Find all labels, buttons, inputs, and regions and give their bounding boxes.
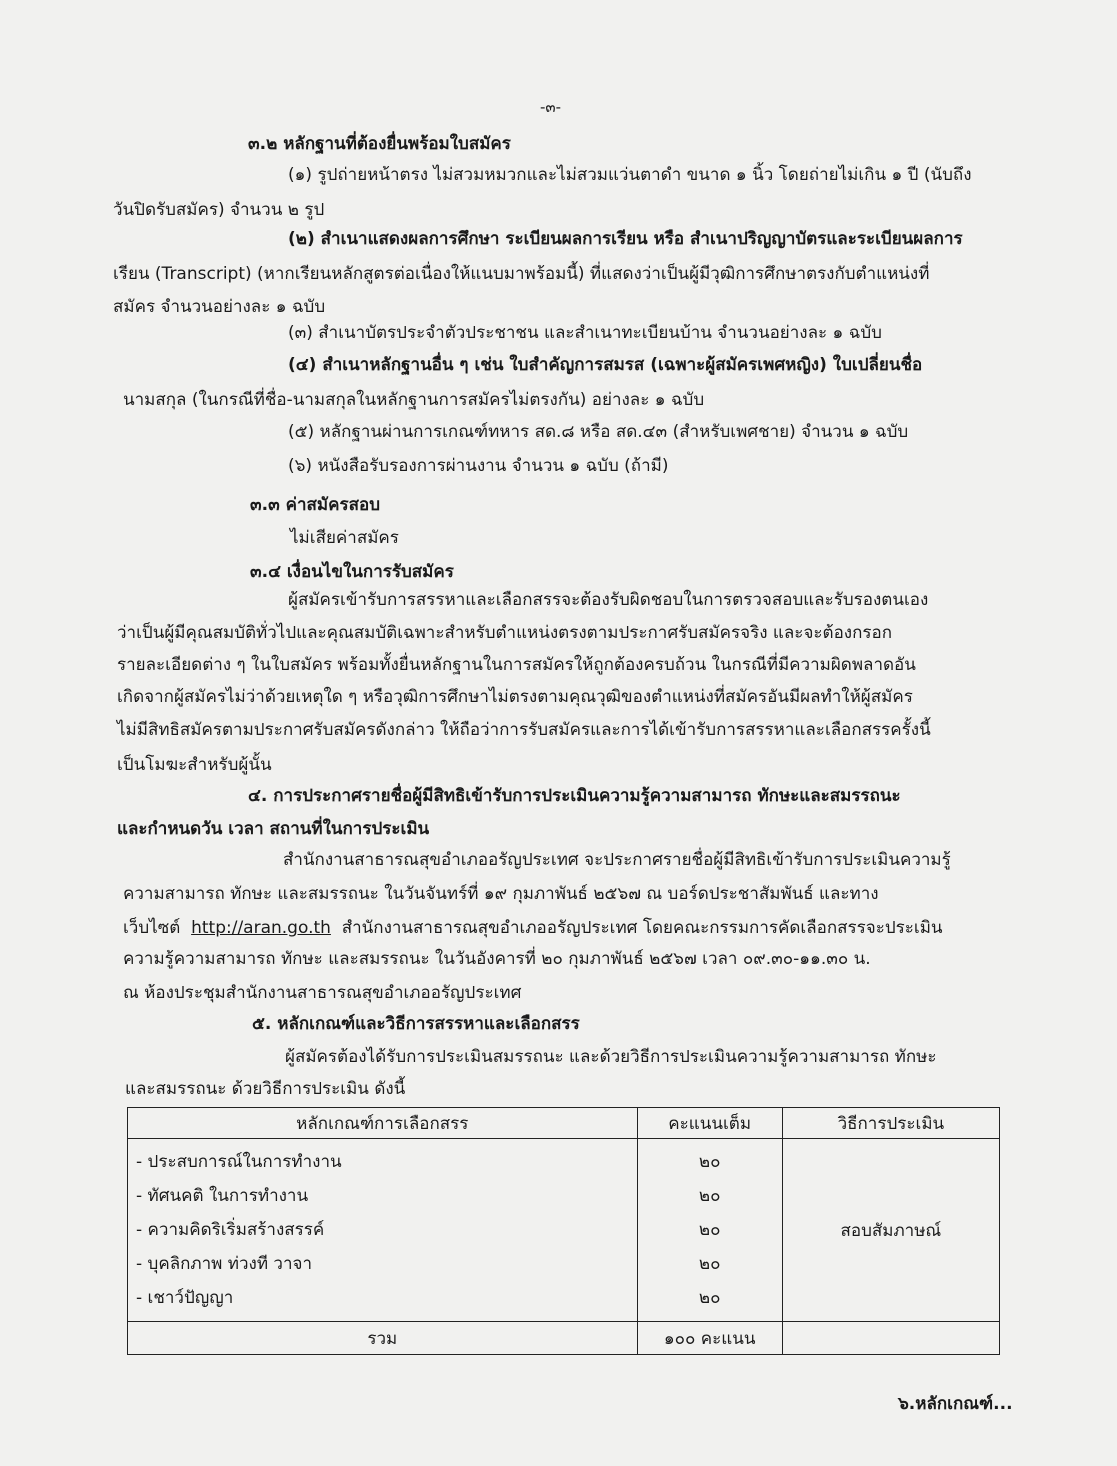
website-label: เว็บไซต์ bbox=[123, 918, 181, 938]
table-total-row bbox=[128, 1322, 1000, 1355]
s34-paragraph-line: ว่าเป็นผู้มีคุณสมบัติทั่วไปและคุณสมบัติเฉพาะสำหรับตำแหน่งตรงตามประกาศรับสมัครจริง และจะต้องกรอก bbox=[117, 623, 893, 643]
criteria-item: - ความคิดริเริ่มสร้างสรรค์ bbox=[136, 1220, 325, 1240]
s32-item3: (๓) สำเนาบัตรประจำตัวประชาชน และสำเนาทะเบียนบ้าน จำนวนอย่างละ ๑ ฉบับ bbox=[288, 323, 882, 343]
s33-text: ไม่เสียค่าสมัคร bbox=[290, 528, 399, 548]
s34-paragraph-line: รายละเอียดต่าง ๆ ในใบสมัคร พร้อมทั้งยื่นหลักฐานในการสมัครให้ถูกต้องครบถ้วน ในกรณีที่มีความผิดพลาดอัน bbox=[117, 655, 916, 675]
s4-paragraph-line: ความรู้ความสามารถ ทักษะ และสมรรถนะ ในวันอังคารที่ ๒๐ กุมภาพันธ์ ๒๕๖๗ เวลา ๐๙.๓๐-๑๑.๓๐ น. bbox=[123, 949, 871, 969]
s32-item4-line1: (๔) สำเนาหลักฐานอื่น ๆ เช่น ใบสำคัญการสมรส (เฉพาะผู้สมัครเพศหญิง) ใบเปลี่ยนชื่อ bbox=[288, 355, 923, 375]
s32-item6: (๖) หนังสือรับรองการผ่านงาน จำนวน ๑ ฉบับ (ถ้ามี) bbox=[288, 456, 669, 476]
criteria-score: ๒๐ bbox=[698, 1288, 721, 1308]
s32-item1-line2: วันปิดรับสมัคร) จำนวน ๒ รูป bbox=[113, 200, 325, 220]
section-4-heading-line1: ๔. การประกาศรายชื่อผู้มีสิทธิเข้ารับการประเมินความรู้ความสามารถ ทักษะและสมรรถนะ bbox=[248, 786, 901, 806]
criteria-item: - ประสบการณ์ในการทำงาน bbox=[136, 1152, 342, 1172]
section-3-3-heading: ๓.๓ ค่าสมัครสอบ bbox=[250, 495, 380, 515]
table-header-criteria: หลักเกณฑ์การเลือกสรร bbox=[128, 1108, 638, 1139]
section-3-4-heading: ๓.๔ เงื่อนไขในการรับสมัคร bbox=[250, 562, 454, 582]
section-5-heading: ๕. หลักเกณฑ์และวิธีการสรรหาและเลือกสรร bbox=[252, 1014, 580, 1034]
s32-item5: (๕) หลักฐานผ่านการเกณฑ์ทหาร สด.๘ หรือ สด.๔๓ (สำหรับเพศชาย) จำนวน ๑ ฉบับ bbox=[288, 422, 909, 442]
s32-item2-line1: (๒) สำเนาแสดงผลการศึกษา ระเบียนผลการเรียน หรือ สำเนาปริญญาบัตรและระเบียนผลการ bbox=[288, 229, 963, 249]
page-number: -๓- bbox=[540, 98, 562, 116]
website-link[interactable]: http://aran.go.th bbox=[191, 918, 331, 938]
score-list-cell bbox=[637, 1139, 782, 1322]
s32-item2-line2: เรียน (Transcript) (หากเรียนหลักสูตรต่อเนื่องให้แนบมาพร้อมนี้) ที่แสดงว่าเป็นผู้มีวุฒิการศึกษาตรงกับตำแหน่งที่ bbox=[113, 264, 930, 284]
criteria-score: ๒๐ bbox=[698, 1152, 721, 1172]
s34-paragraph-line: ไม่มีสิทธิสมัครตามประกาศรับสมัครดังกล่าว ให้ถือว่าการรับสมัครและการได้เข้ารับการสรรหาและเลือกสรรครั้งนี้ bbox=[117, 720, 931, 740]
s32-item1-line1: (๑) รูปถ่ายหน้าตรง ไม่สวมหมวกและไม่สวมแว่นตาดำ ขนาด ๑ นิ้ว โดยถ่ายไม่เกิน ๑ ปี (นับถึง bbox=[288, 165, 972, 185]
selection-criteria-table bbox=[127, 1107, 1000, 1355]
s34-paragraph-line: เกิดจากผู้สมัครไม่ว่าด้วยเหตุใด ๆ หรือวุฒิการศึกษาไม่ตรงตามคุณวุฒิของตำแหน่งที่สมัครอันมีผลทำให้ผู้สมัคร bbox=[117, 687, 913, 707]
table-header-full-score: คะแนนเต็ม bbox=[637, 1108, 782, 1139]
table-header-method: วิธีการประเมิน bbox=[782, 1108, 999, 1139]
section-4-heading-line2: และกำหนดวัน เวลา สถานที่ในการประเมิน bbox=[117, 819, 430, 839]
criteria-list-cell bbox=[128, 1139, 638, 1322]
table-body-row bbox=[128, 1139, 1000, 1322]
website-line-rest: สำนักงานสาธารณสุขอำเภออรัญประเทศ โดยคณะกรรมการคัดเลือกสรรจะประเมิน bbox=[341, 918, 943, 938]
criteria-item: - เชาว์ปัญญา bbox=[136, 1288, 234, 1308]
assessment-method-cell: สอบสัมภาษณ์ bbox=[782, 1139, 999, 1322]
criteria-score: ๒๐ bbox=[698, 1186, 721, 1206]
next-page-continuation: ๖.หลักเกณฑ์... bbox=[898, 1394, 1013, 1414]
total-label: รวม bbox=[128, 1322, 638, 1355]
s4-paragraph-line: ความสามารถ ทักษะ และสมรรถนะ ในวันจันทร์ที่ ๑๙ กุมภาพันธ์ ๒๕๖๗ ณ บอร์ดประชาสัมพันธ์ และทาง bbox=[123, 884, 879, 904]
s4-paragraph-line: ณ ห้องประชุมสำนักงานสาธารณสุขอำเภออรัญประเทศ bbox=[123, 983, 522, 1003]
s4-paragraph-line: สำนักงานสาธารณสุขอำเภออรัญประเทศ จะประกาศรายชื่อผู้มีสิทธิเข้ารับการประเมินความรู้ bbox=[283, 850, 951, 870]
s4-paragraph-line bbox=[123, 917, 943, 939]
criteria-item: - บุคลิกภาพ ท่วงที วาจา bbox=[136, 1254, 313, 1274]
s5-paragraph-line: และสมรรถนะ ด้วยวิธีการประเมิน ดังนี้ bbox=[125, 1079, 406, 1099]
table-header-row bbox=[128, 1108, 1000, 1139]
criteria-score: ๒๐ bbox=[698, 1220, 721, 1240]
s5-paragraph-line: ผู้สมัครต้องได้รับการประเมินสมรรถนะ และด้วยวิธีการประเมินความรู้ความสามารถ ทักษะ bbox=[285, 1047, 937, 1067]
total-empty-cell bbox=[782, 1322, 999, 1355]
section-3-2-heading: ๓.๒ หลักฐานที่ต้องยื่นพร้อมใบสมัคร bbox=[248, 134, 511, 154]
s34-paragraph-line: เป็นโมฆะสำหรับผู้นั้น bbox=[117, 755, 272, 775]
criteria-item: - ทัศนคติ ในการทำงาน bbox=[136, 1186, 309, 1206]
s32-item2-line3: สมัคร จำนวนอย่างละ ๑ ฉบับ bbox=[113, 297, 326, 317]
s32-item4-line2: นามสกุล (ในกรณีที่ชื่อ-นามสกุลในหลักฐานการสมัครไม่ตรงกัน) อย่างละ ๑ ฉบับ bbox=[123, 390, 705, 410]
s34-paragraph-line: ผู้สมัครเข้ารับการสรรหาและเลือกสรรจะต้องรับผิดชอบในการตรวจสอบและรับรองตนเอง bbox=[288, 590, 929, 610]
criteria-score: ๒๐ bbox=[698, 1254, 721, 1274]
total-score: ๑๐๐ คะแนน bbox=[637, 1322, 782, 1355]
